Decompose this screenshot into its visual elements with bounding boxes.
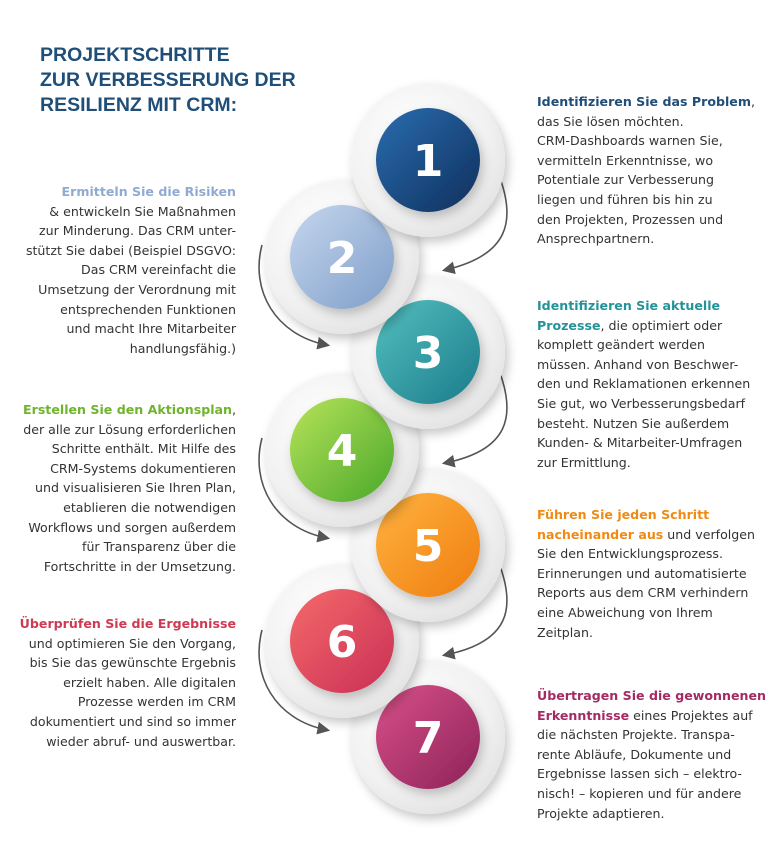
step-number: 3 [412,328,444,379]
step-text-line: Ansprechpartnern. [537,231,655,247]
step-text-line: den und Reklamationen erkennen [537,376,751,392]
step-text-line: erzielt haben. Alle digitalen [63,674,236,690]
step-text-tail: , [231,402,236,417]
step-2-text [20,182,236,358]
step-text-tail: , [750,94,755,109]
step-number: 5 [412,521,444,572]
step-number: 4 [326,426,358,477]
step-text-line: das Sie lösen möchten. [537,113,684,129]
step-highlight: Erstellen Sie den Aktionsplan [23,402,232,417]
step-text-line: besteht. Nutzen Sie außerdem [537,415,730,431]
step-text-line: und macht Ihre Mitarbeiter [66,321,236,337]
step-text-line: & entwickeln Sie Maßnahmen [49,203,236,219]
step-6-text [15,614,236,751]
step-text-line: Fortschritte in der Umsetzung. [43,558,236,574]
step-text-line: liegen und führen bis hin zu [537,191,713,207]
step-text-line: dokumentiert und sind so immer [29,713,236,729]
step-1-text [537,92,762,249]
step-highlight: Ermitteln Sie die Risiken [61,184,236,199]
step-text-line: entsprechenden Funktionen [60,301,236,317]
step-text-line: Potentiale zur Verbesserung [537,172,715,188]
step-text-line: Kunden- & Mitarbeiter-Umfragen [537,435,743,451]
step-text-tail: und verfolgen [663,526,756,542]
step-text-line: stützt Sie dabei (Beispiel DSGVO: [25,242,236,258]
step-text-line: den Projekten, Prozessen und [537,211,724,227]
step-number: 2 [326,233,358,284]
step-text-line: CRM-Dashboards warnen Sie, [537,133,723,149]
step-text-line: Sie gut, wo Verbesserungsbedarf [537,395,746,411]
step-3-text [537,296,767,472]
step-text-line: rente Abläufe, Dokumente und [537,746,732,762]
step-text-line: bis Sie das gewünschte Ergebnis [29,655,236,671]
step-number: 7 [412,713,444,764]
step-text-line: Umsetzung der Verordnung mit [38,281,236,297]
step-7-text [537,686,769,823]
step-text-line: zur Minderung. Das CRM unter- [39,223,236,239]
step-text-line: vermitteln Erkenntnisse, wo [537,152,714,168]
step-highlight: Führen Sie jeden Schritt [537,507,710,522]
step-highlight: Übertragen Sie die gewonnenen [537,688,766,703]
step-number: 6 [326,617,358,668]
step-5-text [537,505,762,642]
step-text-line: Projekte adaptieren. [537,805,665,821]
step-text-line: komplett geändert werden [537,337,705,353]
step-text-line: und optimieren Sie den Vorgang, [28,635,236,651]
step-text-line: handlungsfähig.) [129,340,236,356]
step-text-line: Prozesse werden im CRM [77,694,236,710]
step-text-line: für Transparenz über die [82,539,236,555]
step-text-line: der alle zur Lösung erforderlichen [23,421,236,437]
step-text-line: Schritte enthält. Mit Hilfe des [51,441,236,457]
step-text-line: Workflows und sorgen außerdem [28,519,236,535]
step-highlight: Identifizieren Sie aktuelle [537,298,721,313]
title-line-1: PROJEKTSCHRITTE [40,44,230,66]
step-text-line: und visualisieren Sie Ihren Plan, [35,480,236,496]
step-text-line: Das CRM vereinfacht die [81,262,236,278]
step-text-line: Ergebnisse lassen sich – elektro- [537,766,742,782]
step-text-line: Erinnerungen und automatisierte [537,565,747,581]
step-text-line: etablieren die notwendigen [63,499,236,515]
circles-layer [265,83,505,814]
step-text-line: nisch! – kopieren und für andere [537,785,742,801]
step-highlight: Identifizieren Sie das Problem [537,94,751,109]
step-text-line: zur Ermittlung. [537,454,631,470]
step-highlight: Prozesse [537,317,601,333]
step-text-tail: eines Projektes auf [629,707,753,723]
step-highlight: nacheinander aus [537,526,664,542]
step-highlight: Erkenntnisse [537,707,630,723]
step-text-line: die nächsten Projekte. Transpa- [537,727,735,743]
step-highlight: Überprüfen Sie die Ergebnisse [19,616,236,631]
step-text-line: Zeitplan. [537,624,594,640]
step-1-circle [351,83,505,237]
title-line-2: ZUR VERBESSERUNG DER [40,69,296,91]
step-text-tail: , die optimiert oder [600,317,723,333]
step-text-line: Sie den Entwicklungsprozess. [537,546,723,562]
step-text-line: eine Abweichung von Ihrem [537,604,713,620]
title-line-3: RESILIENZ MIT CRM: [40,94,238,116]
step-text-line: wieder abruf- und auswertbar. [46,733,236,749]
step-text-line: Reports aus dem CRM verhindern [537,585,749,601]
step-4-text [15,400,236,576]
step-text-line: müssen. Anhand von Beschwer- [537,356,739,372]
step-number: 1 [412,136,444,187]
step-text-line: CRM-Systems dokumentieren [50,460,236,476]
